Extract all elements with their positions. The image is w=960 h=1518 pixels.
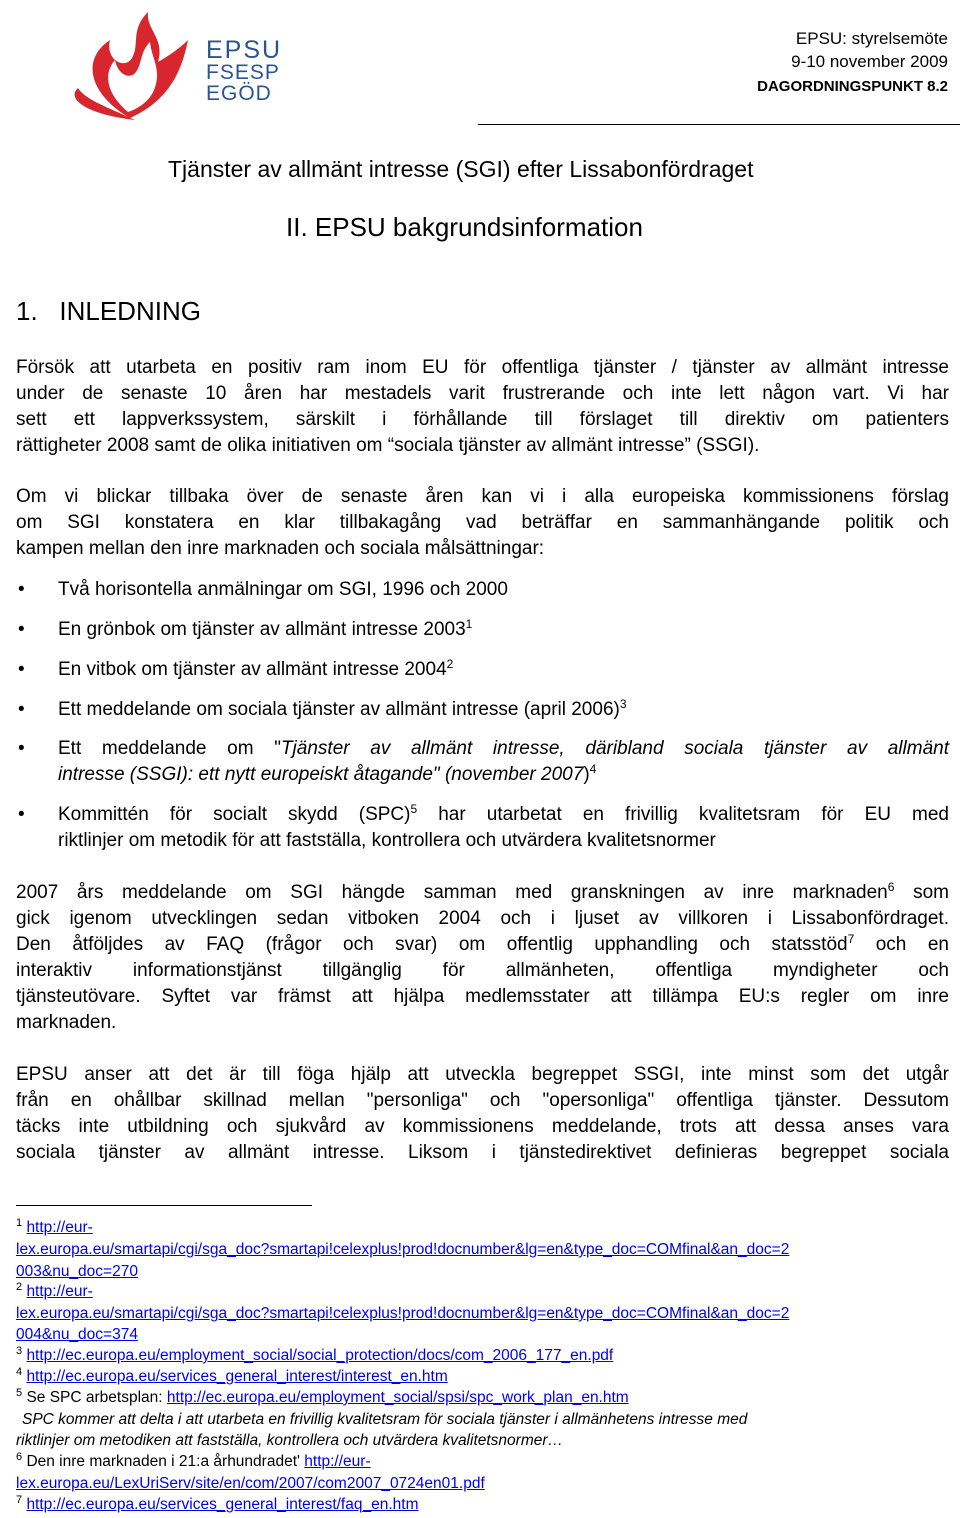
list-item bbox=[18, 802, 949, 854]
section-number: 1. bbox=[16, 296, 38, 326]
text-segment: som bbox=[894, 882, 949, 903]
header-rule bbox=[478, 124, 960, 125]
footnote-link[interactable]: lex.europa.eu/smartapi/cgi/sga_doc?smartapi!celexplus!prod!docnumber&lg=en&type_doc=COMfinal&an_doc=2 bbox=[16, 1305, 790, 1322]
footnote-1-cont bbox=[16, 1240, 951, 1260]
footnote-number: 3 bbox=[16, 1345, 23, 1357]
footnote-2 bbox=[16, 1282, 951, 1302]
list-item-text: En vitbok om tjänster av allmänt intresse 2004 bbox=[58, 659, 447, 680]
header-date: 9-10 november 2009 bbox=[791, 52, 948, 71]
footnote-link[interactable]: http://eur- bbox=[304, 1453, 371, 1470]
footnote-number: 5 bbox=[16, 1387, 23, 1399]
footnote-ref: 4 bbox=[589, 762, 597, 776]
text-line: Försök att utarbeta en positiv ram inom EU för offentliga tjänster / tjänster av allmänt intresse bbox=[16, 357, 949, 378]
paragraph-4 bbox=[16, 1062, 949, 1166]
epsu-logo bbox=[70, 0, 300, 125]
footnote-text: Den inre marknaden i 21:a århundradet' bbox=[26, 1453, 305, 1470]
text-line: kampen mellan den inre marknaden och sociala målsättningar: bbox=[16, 538, 545, 559]
footnote-5 bbox=[16, 1388, 951, 1408]
text-segment: 2007 års meddelande om SGI hängde samman med granskningen av inre marknaden bbox=[16, 882, 888, 903]
footnote-separator bbox=[16, 1205, 312, 1206]
footnote-link[interactable]: http://ec.europa.eu/employment_social/social_protection/docs/com_2006_177_en.pdf bbox=[26, 1347, 614, 1364]
footnote-link[interactable]: 004&nu_doc=374 bbox=[16, 1326, 138, 1343]
header-agenda-item: DAGORDNINGSPUNKT 8.2 bbox=[757, 78, 948, 95]
section-title: INLEDNING bbox=[59, 296, 201, 326]
footnote-number: 6 bbox=[16, 1451, 23, 1463]
text-line: sett ett lappverkssystem, särskilt i förhållande till förslaget till direktiv om patienters bbox=[16, 409, 949, 430]
footnote-ref: 7 bbox=[847, 932, 855, 946]
list-item-text: En grönbok om tjänster av allmänt intresse 2003 bbox=[58, 619, 466, 640]
footnote-number: 4 bbox=[16, 1366, 23, 1378]
footnote-ref: 1 bbox=[465, 617, 473, 631]
footnote-7 bbox=[16, 1495, 951, 1515]
footnote-1 bbox=[16, 1218, 951, 1238]
text-line: rättigheter 2008 samt de olika initiativen om “sociala tjänster av allmänt intresse” (SSGI). bbox=[16, 435, 760, 456]
footnote-number: 1 bbox=[16, 1217, 23, 1229]
footnote-3 bbox=[16, 1346, 951, 1366]
document-subtitle: II. EPSU bakgrundsinformation bbox=[286, 212, 643, 242]
text-line: under de senaste 10 åren har mestadels varit frustrerande och inte lett någon vart. Vi har bbox=[16, 383, 949, 404]
footnote-link[interactable]: 003&nu_doc=270 bbox=[16, 1263, 138, 1280]
footnote-number: 2 bbox=[16, 1281, 23, 1293]
text-line: Om vi blickar tillbaka över de senaste åren kan vi i alla europeiska kommissionens förslag bbox=[16, 486, 949, 507]
bullet-marker: • bbox=[18, 619, 25, 640]
text-line: marknaden. bbox=[16, 1012, 117, 1033]
logo-fsesp-text: FSESP bbox=[206, 61, 280, 84]
footnote-link[interactable]: http://eur- bbox=[26, 1219, 93, 1236]
footnote-number: 7 bbox=[16, 1494, 23, 1506]
text-line: från en ohållbar skillnad mellan "personliga" och "opersonliga" offentliga tjänster. Dessutom bbox=[16, 1090, 949, 1111]
list-item-text: Ett meddelande om sociala tjänster av allmänt intresse (april 2006) bbox=[58, 699, 620, 720]
footnote-ref: 3 bbox=[619, 697, 627, 711]
footnote-ref: 5 bbox=[410, 802, 418, 816]
list-item-text: Kommittén för socialt skydd (SPC) bbox=[58, 804, 411, 825]
footnote-2-cont bbox=[16, 1325, 951, 1345]
list-item-text: har utarbetat en frivillig kvalitetsram för EU med bbox=[417, 804, 949, 825]
list-item-text: Ett meddelande om " bbox=[58, 738, 281, 759]
logo-epsu-text: EPSU bbox=[206, 36, 283, 64]
bullet-marker: • bbox=[18, 804, 25, 825]
footnote-link[interactable]: http://ec.europa.eu/services_general_interest/faq_en.htm bbox=[26, 1496, 419, 1513]
footnote-ref: 2 bbox=[446, 657, 454, 671]
text-line: EPSU anser att det är till föga hjälp att utveckla begreppet SSGI, inte minst som det utgår bbox=[16, 1064, 949, 1085]
list-item-text: riktlinjer om metodik för att fastställa, kontrollera och utvärdera kvalitetsnormer bbox=[58, 830, 716, 851]
footnote-5-quote bbox=[16, 1410, 951, 1430]
footnote-6-cont bbox=[16, 1474, 951, 1494]
footnote-2-cont bbox=[16, 1304, 951, 1324]
paragraph-3 bbox=[16, 880, 949, 1036]
text-segment: Den åtföljdes av FAQ (frågor och svar) om offentlig upphandling och statsstöd bbox=[16, 934, 848, 955]
section-heading bbox=[16, 296, 201, 327]
footnote-6 bbox=[16, 1452, 951, 1472]
document-title: Tjänster av allmänt intresse (SGI) efter Lissabonfördraget bbox=[168, 156, 754, 182]
paragraph-2 bbox=[16, 484, 949, 562]
text-line: gick igenom utvecklingen sedan vitboken 2004 och i ljuset av villkoren i Lissabonfördraget. bbox=[16, 908, 949, 929]
list-item-text: ) bbox=[583, 764, 590, 785]
text-segment: och en bbox=[854, 934, 949, 955]
text-line: sociala tjänster av allmänt intresse. Liksom i tjänstedirektivet definieras begreppet sociala bbox=[16, 1142, 949, 1163]
footnote-ref: 6 bbox=[887, 880, 895, 894]
bullet-marker: • bbox=[18, 738, 25, 759]
paragraph-1 bbox=[16, 355, 949, 459]
text-line: täcks inte utbildning och sjukvård av kommissionens meddelande, trots att dessa anses vara bbox=[16, 1116, 949, 1137]
list-item-text: Två horisontella anmälningar om SGI, 1996 och 2000 bbox=[58, 579, 508, 600]
text-line: interaktiv informationstjänst tillgänglig för allmänheten, offentliga myndigheter och bbox=[16, 960, 949, 981]
text-line: om SGI konstatera en klar tillbakagång vad beträffar en sammanhängande politik och bbox=[16, 512, 949, 533]
text-line: tjänsteutövare. Syftet var främst att hjälpa medlemsstater att tillämpa EU:s regler om inre bbox=[16, 986, 949, 1007]
header-meeting: EPSU: styrelsemöte bbox=[795, 29, 948, 48]
footnote-link[interactable]: lex.europa.eu/LexUriServ/site/en/com/2007/com2007_0724en01.pdf bbox=[16, 1475, 485, 1492]
bullet-marker: • bbox=[18, 699, 25, 720]
footnote-link[interactable]: http://ec.europa.eu/services_general_interest/interest_en.htm bbox=[26, 1368, 448, 1385]
footnote-quote-line: SPC kommer att delta i att utarbeta en frivillig kvalitetsram för sociala tjänster i allmänhetens intresse med bbox=[22, 1411, 748, 1428]
footnote-4 bbox=[16, 1367, 951, 1387]
bullet-marker: • bbox=[18, 659, 25, 680]
footnote-text: Se SPC arbetsplan: bbox=[26, 1389, 167, 1406]
footnote-link[interactable]: lex.europa.eu/smartapi/cgi/sga_doc?smartapi!celexplus!prod!docnumber&lg=en&type_doc=COMfinal&an_doc=2 bbox=[16, 1241, 790, 1258]
bullet-marker: • bbox=[18, 579, 25, 600]
footnote-1-cont bbox=[16, 1262, 951, 1282]
footnote-link[interactable]: http://ec.europa.eu/employment_social/spsi/spc_work_plan_en.htm bbox=[166, 1389, 629, 1406]
footnote-quote-line: riktlinjer om metodiken att fastställa, kontrollera och utvärdera kvalitetsnormer… bbox=[16, 1432, 564, 1449]
logo-egod-text: EGÖD bbox=[206, 82, 272, 105]
list-item-text-italic: intresse (SSGI): ett nytt europeiskt åtagande" (november 2007 bbox=[58, 764, 584, 785]
list-item-text-italic: Tjänster av allmänt intresse, däribland sociala tjänster av allmänt bbox=[280, 738, 949, 759]
footnote-link[interactable]: http://eur- bbox=[26, 1283, 93, 1300]
footnote-5-quote bbox=[16, 1431, 951, 1451]
list-item bbox=[18, 736, 949, 788]
